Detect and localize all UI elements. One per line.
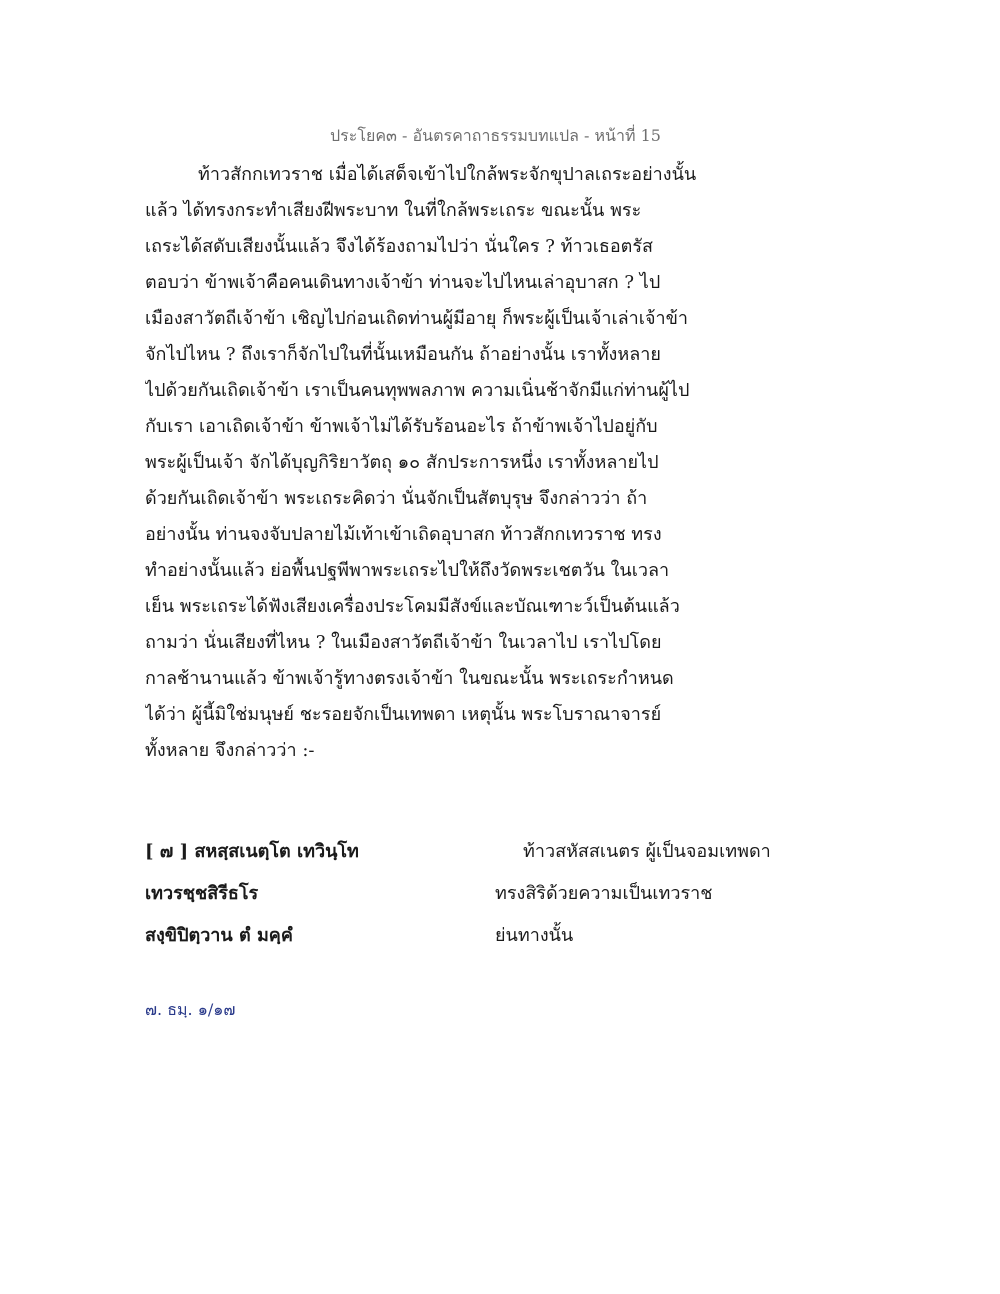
verse-pali: เทวรชฺชสิรีธโร: [145, 883, 259, 904]
paragraph-line: ทำอย่างนั้นแล้ว ย่อพื้นปฐพีพาพระเถระไปให้ถึงวัดพระเชตวัน ในเวลา: [145, 560, 670, 581]
paragraph-line: เย็น พระเถระได้ฟังเสียงเครื่องประโคมมีสังข์และบัณเฑาะว์เป็นต้นแล้ว: [145, 596, 680, 617]
paragraph-line: อย่างนั้น ท่านจงจับปลายไม้เท้าเข้าเถิดอุบาสก ท้าวสักกเทวราช ทรง: [145, 524, 662, 545]
page-header: ประโยค๓ - อันตรคาถาธรรมบทแปล - หน้าที่ 15: [330, 126, 661, 145]
body-text: [145, 160, 745, 772]
paragraph-line: แล้ว ได้ทรงกระทำเสียงฝีพระบาท ในที่ใกล้พระเถระ ขณะนั้น พระ: [145, 200, 642, 221]
verse-block: [145, 838, 845, 964]
footnote: ๗. ธมฺ. ๑/๑๗: [145, 1000, 236, 1019]
verse-thai: ย่นทางนั้น: [495, 925, 574, 946]
verse-row: [145, 880, 845, 922]
paragraph-line: ด้วยกันเถิดเจ้าข้า พระเถระคิดว่า นั่นจักเป็นสัตบุรุษ จึงกล่าวว่า ถ้า: [145, 488, 648, 509]
verse-row: [145, 922, 845, 964]
paragraph-line: ถามว่า นั่นเสียงที่ไหน ? ในเมืองสาวัตถีเจ้าข้า ในเวลาไป เราไปโดย: [145, 632, 662, 653]
verse-row: [145, 838, 845, 880]
verse-thai: ท้าวสหัสสเนตร ผู้เป็นจอมเทพดา: [523, 841, 771, 862]
verse-thai: ทรงสิริด้วยความเป็นเทวราช: [495, 883, 713, 904]
paragraph-line: ตอบว่า ข้าพเจ้าคือคนเดินทางเจ้าข้า ท่านจะไปไหนเล่าอุบาสก ? ไป: [145, 272, 661, 293]
verse-pali: [ ๗ ] สหสฺสเนตฺโต เทวินฺโท: [145, 841, 359, 862]
paragraph-line: ไปด้วยกันเถิดเจ้าข้า เราเป็นคนทุพพลภาพ ความเนิ่นช้าจักมีแก่ท่านผู้ไป: [145, 380, 690, 401]
paragraph-line: ทั้งหลาย จึงกล่าวว่า :-: [145, 740, 315, 761]
paragraph-line: พระผู้เป็นเจ้า จักได้บุญกิริยาวัตถุ ๑๐ สักประการหนึ่ง เราทั้งหลายไป: [145, 452, 659, 473]
paragraph-line: จักไปไหน ? ถึงเราก็จักไปในที่นั้นเหมือนกัน ถ้าอย่างนั้น เราทั้งหลาย: [145, 344, 661, 365]
paragraph-line: กาลช้านานแล้ว ข้าพเจ้ารู้ทางตรงเจ้าข้า ในขณะนั้น พระเถระกำหนด: [145, 668, 674, 689]
paragraph-line: ได้ว่า ผู้นี้มิใช่มนุษย์ ชะรอยจักเป็นเทพดา เหตุนั้น พระโบราณาจารย์: [145, 704, 662, 725]
paragraph-line: เถระได้สดับเสียงนั้นแล้ว จึงได้ร้องถามไปว่า นั่นใคร ? ท้าวเธอตรัส: [145, 236, 653, 257]
verse-pali: สงฺขิปิตฺวาน ตํ มคฺคํ: [145, 925, 293, 946]
paragraph-line: กับเรา เอาเถิดเจ้าข้า ข้าพเจ้าไม่ได้รับร้อนอะไร ถ้าข้าพเจ้าไปอยู่กับ: [145, 416, 658, 437]
paragraph-line: เมืองสาวัตถีเจ้าข้า เชิญไปก่อนเถิดท่านผู้มีอายุ ก็พระผู้เป็นเจ้าเล่าเจ้าข้า: [145, 308, 689, 329]
paragraph-line: ท้าวสักกเทวราช เมื่อได้เสด็จเข้าไปใกล้พระจักขุปาลเถระอย่างนั้น: [198, 164, 697, 185]
